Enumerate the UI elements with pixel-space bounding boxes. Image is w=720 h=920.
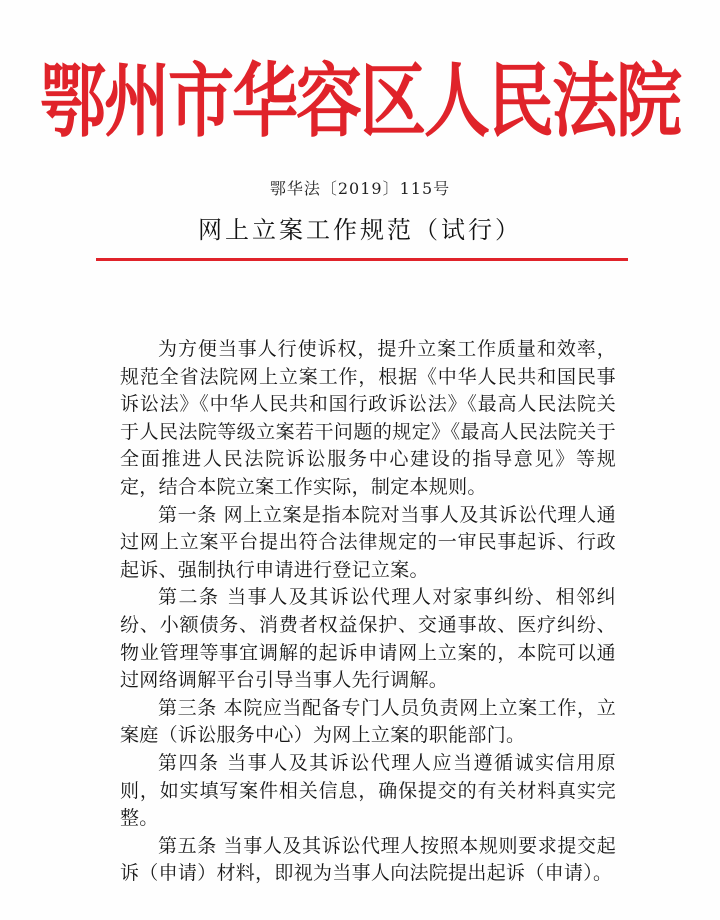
preamble-paragraph: 为方便当事人行使诉权，提升立案工作质量和效率，规范全省法院网上立案工作，根据《中华人民共和国民事诉讼法》《中华人民共和国行政诉讼法》《最高人民法院关于人民法院等级立案若干问题的规定》《最高人民法院关于全面推进人民法院诉讼服务中心建设的指导意见》等规定，结合本院立案工作实际，制定本规则。 (120, 338, 616, 498)
document-number: 鄂华法〔2019〕115号 (269, 179, 451, 198)
article-4-paragraph: 第四条 当事人及其诉讼代理人应当遵循诚实信用原则，如实填写案件相关信息，确保提交的有关材料真实完整。 (120, 751, 616, 830)
issuer-red-header: 鄂州市华容区人民法院 (40, 54, 680, 149)
article-1-paragraph: 第一条 网上立案是指本院对当事人及其诉讼代理人通过网上立案平台提出符合法律规定的一审民事起诉、行政起诉、强制执行申请进行登记立案。 (120, 503, 616, 581)
article-2-paragraph: 第二条 当事人及其诉讼代理人对家事纠纷、相邻纠纷、小额债务、消费者权益保护、交通事故、医疗纠纷、物业管理等事宜调解的起诉申请网上立案的，本院可以通过网络调解平台引导当事人先行调解。 (120, 586, 616, 692)
red-divider-line (96, 258, 628, 261)
document-body (120, 336, 616, 888)
article-3-paragraph: 第三条 本院应当配备专门人员负责网上立案工作，立案庭（诉讼服务中心）为网上立案的职能部门。 (120, 696, 616, 747)
article-5-paragraph: 第五条 当事人及其诉讼代理人按照本规则要求提交起诉（申请）材料，即视为当事人向法院提出起诉（申请）。 (120, 834, 616, 885)
document-title: 网上立案工作规范（试行） (198, 216, 522, 244)
